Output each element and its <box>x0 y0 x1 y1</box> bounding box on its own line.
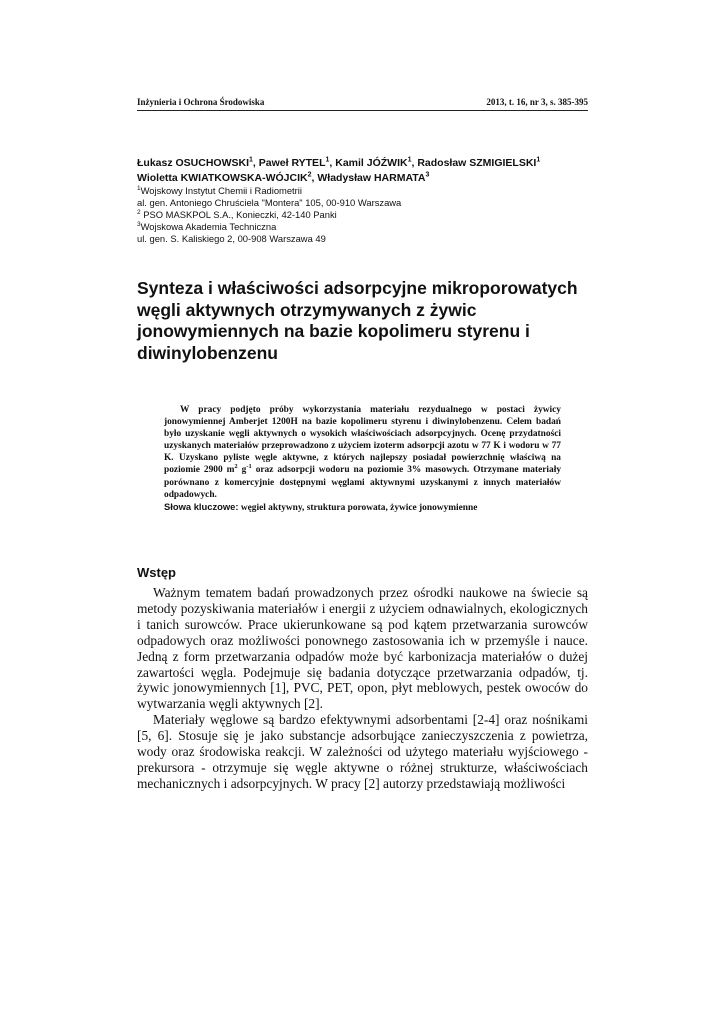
author: Paweł RYTEL <box>258 157 326 169</box>
author-affil-marker: 3 <box>425 171 430 179</box>
keywords-label: Słowa kluczowe: <box>164 501 239 512</box>
author: Łukasz OSUCHOWSKI <box>137 157 250 169</box>
affiliation-1-address: al. gen. Antoniego Chruściela "Montera" 105, 00-910 Warszawa <box>137 197 402 208</box>
affiliations <box>137 185 597 245</box>
author-affil-marker: 1 <box>407 156 412 164</box>
keywords <box>164 501 561 514</box>
section-heading: Wstęp <box>137 565 176 580</box>
affiliation-3-address: ul. gen. S. Kaliskiego 2, 00-908 Warszawa 49 <box>137 233 326 244</box>
author-affil-marker: 1 <box>249 156 253 164</box>
keywords-value: węgiel aktywny, struktura porowata, żywice jonowymienne <box>238 503 478 513</box>
author-affil-marker: 2 <box>307 171 312 179</box>
affiliation-3: $^3$Wojskowa Akademia Techniczna <box>137 220 277 232</box>
author: Radosław SZMIGIELSKI <box>417 157 537 169</box>
author: Kamil JÓŹWIK <box>335 157 408 169</box>
author-affil-marker: 1 <box>536 156 541 164</box>
author-list: Łukasz OSUCHOWSKI$^1$, Paweł RYTEL$^1$, Kamil JÓŹWIK$^1$, Radosław SZMIGIELSKI$^1$ Wioletta KWIATKOWSKA-WÓJCIK$^2$, Władysław HARMATA$^3$ <box>137 156 541 184</box>
paper-title: Synteza i właściwości adsorpcyjne mikroporowatych węgli aktywnych otrzymywanych z żywic jonowymiennych na bazie kopolimeru styrenu i diwinylobenzenu <box>137 278 578 363</box>
paragraph: Materiały węglowe są bardzo efektywnymi adsorbentami [2-4] oraz nośnikami [5, 6]. Stosuje się je jako substancje adsorbujące zanieczyszczenia z powietrza, wody oraz środowiska reakcji. W zależności od użytego materiału wyjściowego - prekursora - otrzymuje się węgle aktywne o różnej strukturze, właściwościach mechanicznych i adsorpcyjnych. W pracy [2] autorzy przedstawiają możliwości <box>137 712 588 791</box>
abstract: W pracy podjęto próby wykorzystania materiału rezydualnego w postaci żywicy jonowymiennej Amberjet 1200H na bazie kopolimeru styrenu i diwinylobenzenu. Celem badań było uzyskanie węgli aktywnych o wysokich właściwościach adsorpcyjnych. Ocenę przydatności uzyskanych materiałów przeprowadzono z użyciem izoterm adsorpcji azotu w 77 K i wodoru w 77 K. Uzyskano pyliste węgle aktywne, z których najlepszy posiadał powierzchnię właściwą na poziomie 2900 $m^2$ $g^{-1}$ oraz adsorpcji wodoru na poziomie 3% masowych. Otrzymane materiały porównano z komercyjnie dostępnymi węglami aktywnymi uzyskanymi z innych materiałów odpadowych. <box>164 405 562 500</box>
author: Władysław HARMATA <box>317 172 426 184</box>
citation-info: 2013, t. 16, nr 3, s. 385-395 <box>486 97 588 107</box>
affiliation-2: $^2$ PSO MASKPOL S.A., Konieczki, 42-140 Panki <box>137 208 337 220</box>
author: Wioletta KWIATKOWSKA-WÓJCIK <box>137 172 308 184</box>
journal-name: Inżynieria i Ochrona Środowiska <box>137 97 265 107</box>
section-body <box>137 585 588 792</box>
paragraph: Ważnym tematem badań prowadzonych przez ośrodki naukowe na świecie są metody pozyskiwania materiałów i energii z użyciem odnawialnych, ekologicznych i tanich surowców. Prace ukierunkowane są pod kątem przetwarzania surowców odpadowych oraz możliwości ponownego zastosowania ich w przemyśle i nauce. Jedną z form przetwarzania odpadów może być karbonizacja materiałów o dużej zawartości węgla. Podejmuje się badania dotyczące przetwarzania odpadów, tj. żywic jonowymiennych [1], PVC, PET, opon, płyt meblowych, pestek owoców do wytwarzania węgli aktywnych [2]. <box>137 585 588 712</box>
affiliation-1: $^1$Wojskowy Instytut Chemii i Radiometrii <box>137 184 302 196</box>
header-rule <box>137 110 588 111</box>
author-affil-marker: 1 <box>325 156 330 164</box>
